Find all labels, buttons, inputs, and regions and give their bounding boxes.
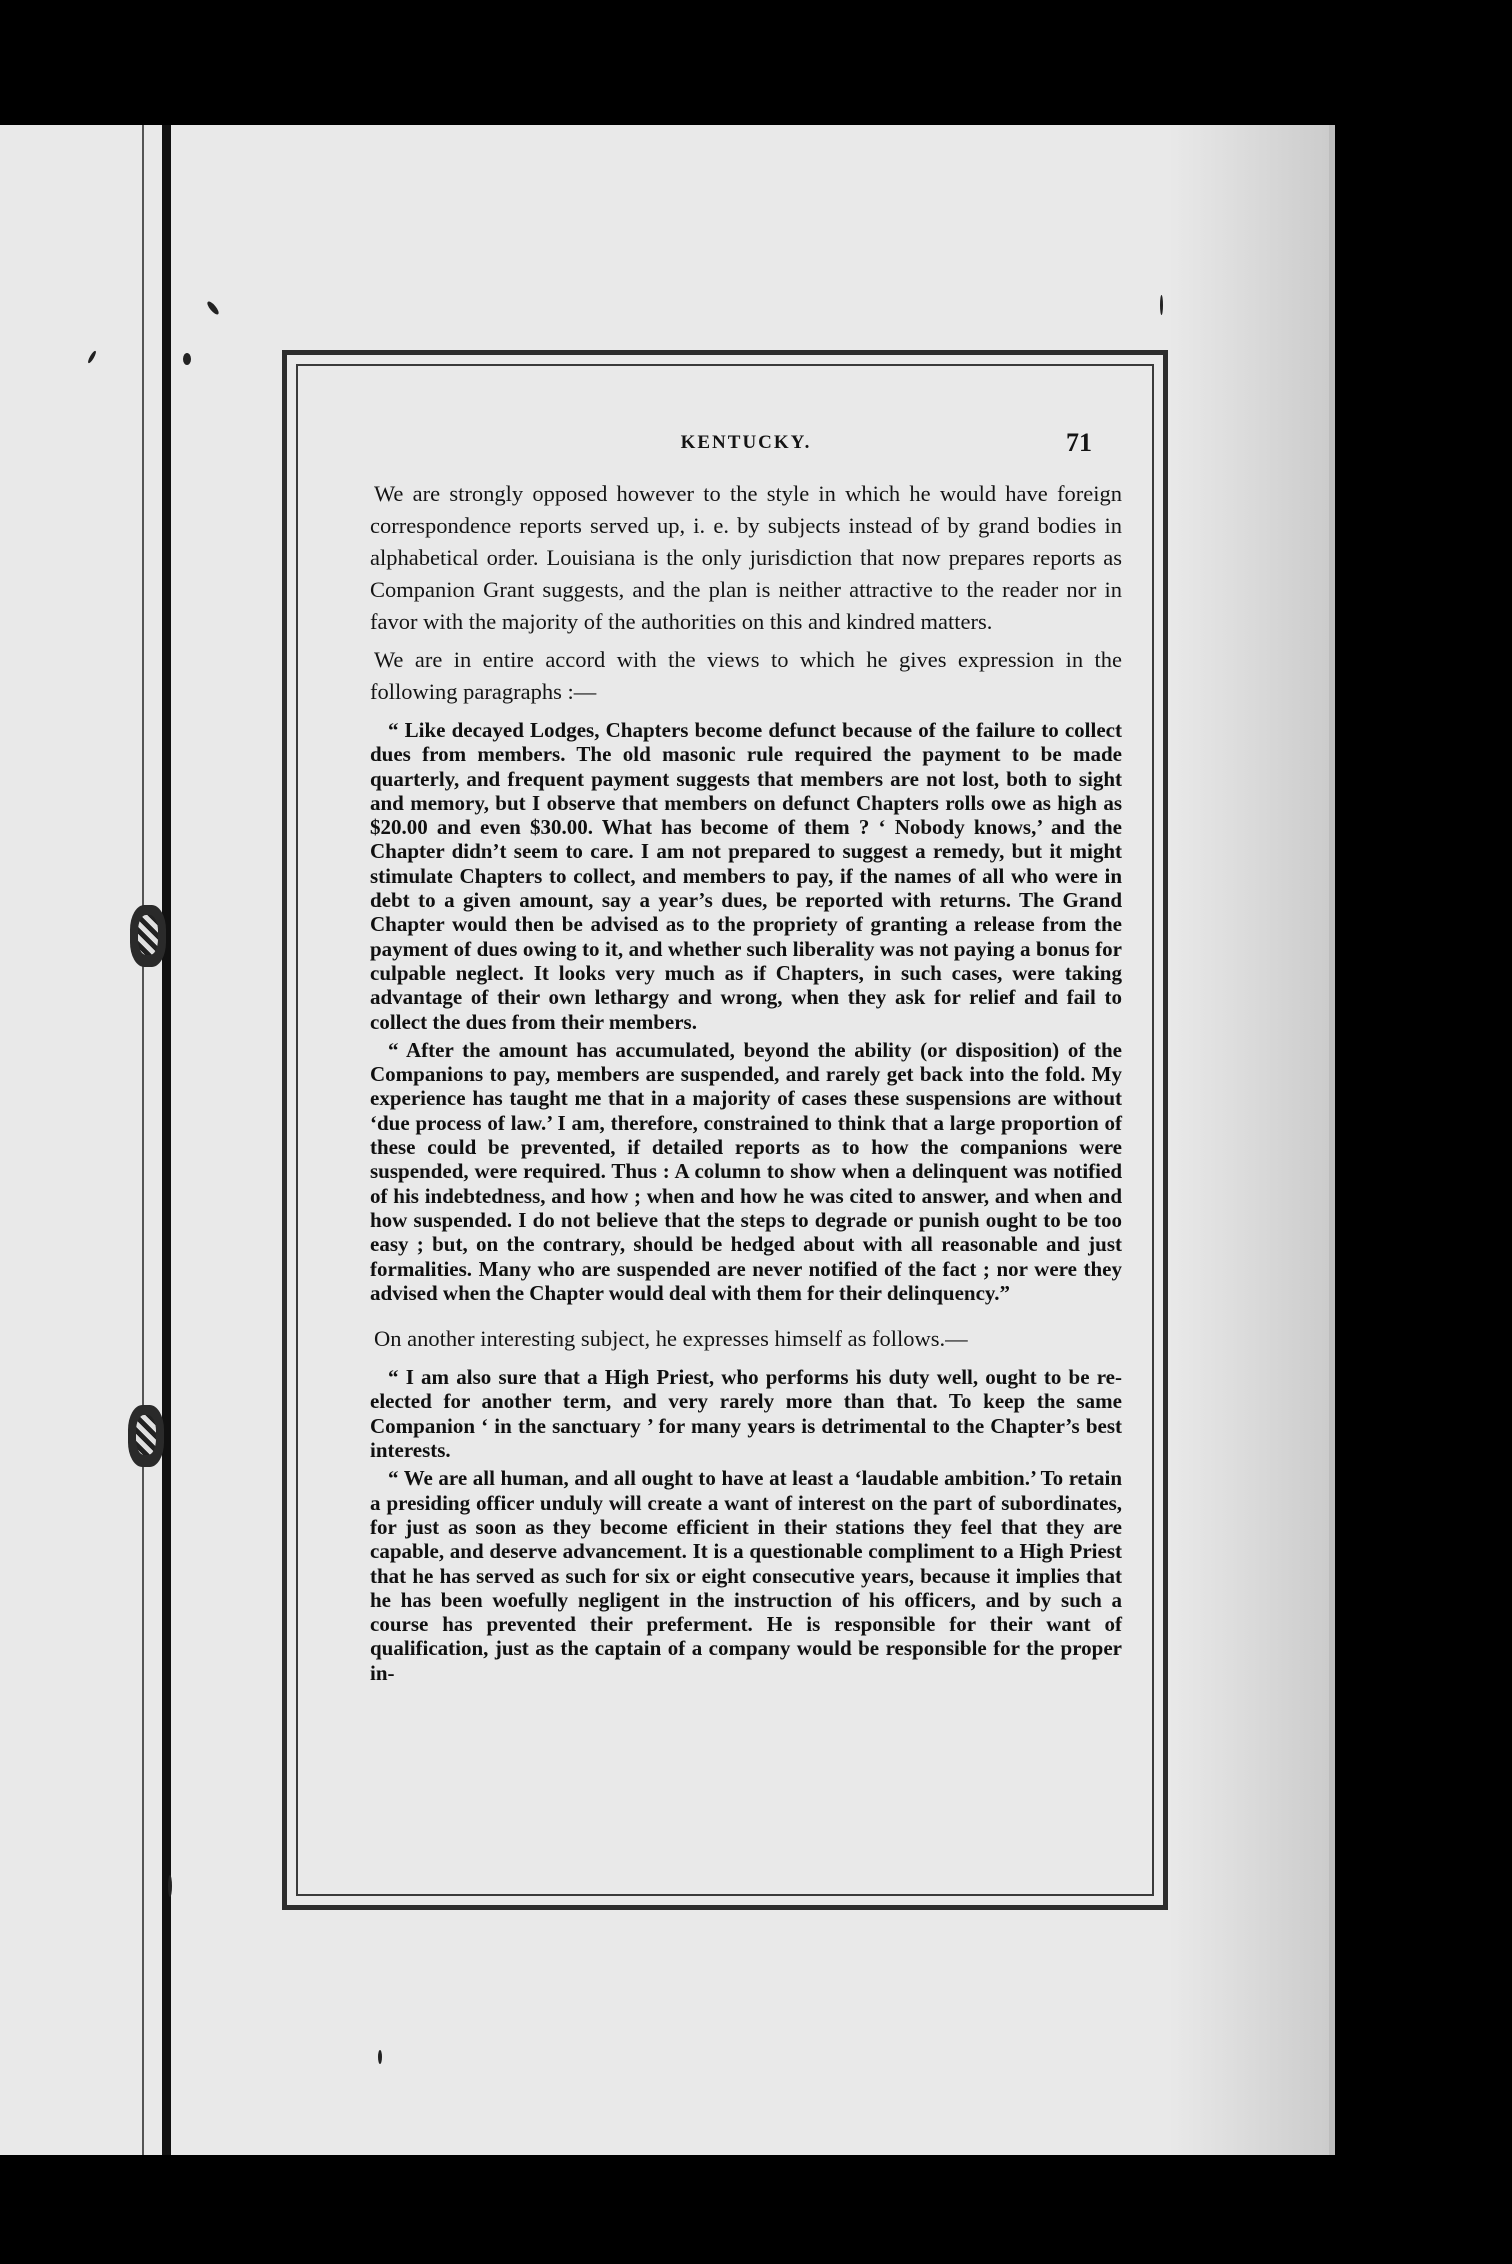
binding-edge-line [142,125,144,2155]
page-shading [1169,125,1329,2155]
body-paragraph: We are strongly opposed however to the style in which he would have foreign correspondence reports served up, i. e. by subjects instead of by grand bodies in alphabetical order. Louisiana is the only jurisdiction that now prepares reports as Companion Grant suggests, and the plan is neither attractive to the reader nor in favor with the majority of the authorities on this and kindred matters. [370,481,1122,634]
running-head-title: KENTUCKY. [680,432,812,453]
page-content [370,428,1122,1689]
scan-speck [206,300,221,316]
quoted-paragraph: “ I am also sure that a High Priest, who performs his duty well, ought to be re-elected for another term, and very rarely more than that. To keep the same Companion ‘ in the sanctuary ’ for many years is detrimental to the Chapter’s best interests. [370,1365,1122,1463]
scan-speck [87,350,97,364]
binding-stitch-top [130,905,166,967]
quoted-paragraph: “ After the amount has accumulated, beyond the ability (or disposition) of the Companions to pay, members are suspended, and rarely get back into the fold. My experience has taught me that in a majority of cases these suspensions are without ‘due process of law.’ I am, therefore, constrained to think that a large proportion of these could be prevented, if detailed reports as to how the companions were suspended, were required. Thus : A column to show when a delinquent was notified of his indebtedness, and how ; when and how he was cited to answer, and when and how suspended. I do not believe that the steps to degrade or punish ought to be too easy ; but, on the contrary, should be hedged about with all reasonable and just formalities. Many who are suspended are never notified of the fact ; nor were they advised when the Chapter would deal with them for their delinquency.” [370,1037,1122,1305]
quoted-paragraph: “ We are all human, and all ought to have at least a ‘laudable ambition.’ To retain a presiding officer unduly will create a want of interest on the part of subordinates, for just as soon as they become efficient in their stations they feel that they are capable, and deserve advancement. It is a questionable compliment to a High Priest that he has served as such for six or eight consecutive years, because it implies that he has been woefully negligent in the instruction of his officers, and by such a course has prevented their preferment. He is responsible for their want of qualification, just as the captain of a company would be responsible for the proper in- [370,1466,1122,1685]
binding-stitch-bottom [128,1405,164,1467]
scan-speck [378,2050,382,2064]
scan-speck [168,1875,172,1897]
scan-speck [183,353,191,365]
quoted-paragraph: “ Like decayed Lodges, Chapters become defunct because of the failure to collect dues from members. The old masonic rule required the payment to be made quarterly, and frequent payment suggests that members are not lost, both to sight and memory, but I observe that members on defunct Chapters rolls owe as high as $20.00 and even $30.00. What has become of them ? ‘ Nobody knows,’ and the Chapter didn’t seem to care. I am not prepared to suggest a remedy, but it might stimulate Chapters to collect, and members to pay, if the names of all who were in debt to a given amount, say a year’s dues, be reported with returns. The Grand Chapter would then be advised as to the propriety of granting a release from the payment of dues owing to it, and whether such liberality was not paying a bonus for culpable neglect. It looks very much as if Chapters, in such cases, were taking advantage of their own lethargy and wrong, when they ask for relief and fail to collect the dues from their members. [370,718,1122,1034]
page-number: 71 [1066,428,1092,457]
running-head [370,428,1122,464]
body-paragraph: We are in entire accord with the views to which he gives expression in the following paragraphs :— [370,647,1122,704]
transition-paragraph: On another interesting subject, he expresses himself as follows.— [374,1326,968,1352]
scan-speck [1160,295,1163,315]
binding-spine-line [162,125,171,2155]
